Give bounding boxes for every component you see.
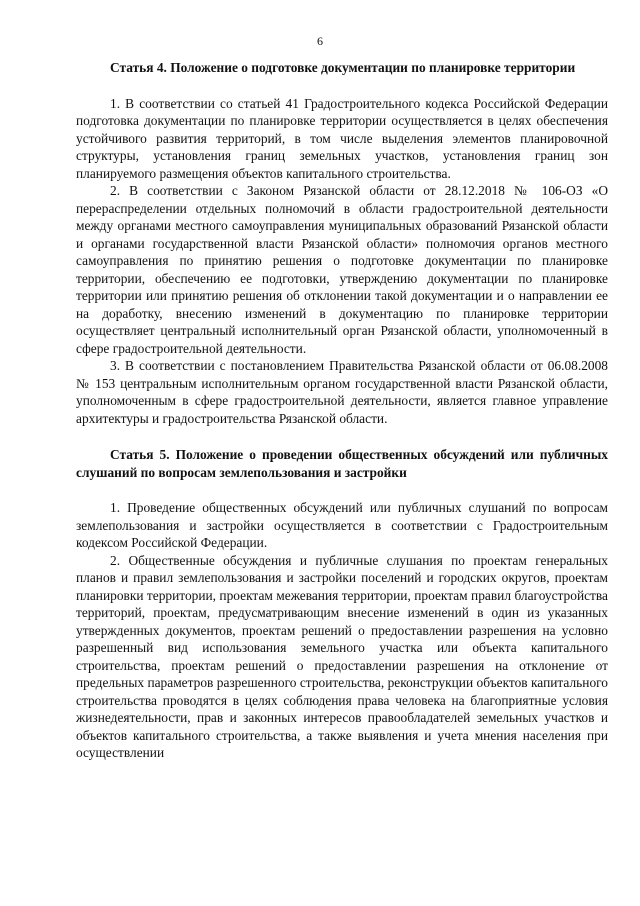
article-4-paragraph-1: 1. В соответствии со статьей 41 Градостроительного кодекса Российской Федерации подготовка документации по планировке территории осуществляется в целях обеспечения устойчивого развития территорий, в том числе выделения элементов планировочной структуры, установления границ земельных участков, установления границ зон планируемого размещения объектов капитального строительства. — [76, 95, 608, 181]
article-5 — [76, 446, 608, 762]
article-5-heading: Статья 5. Положение о проведении общественных обсуждений или публичных слушаний по вопросам землепользования и застройки — [76, 447, 608, 480]
article-4-heading: Статья 4. Положение о подготовке документации по планировке территории — [110, 60, 576, 75]
article-4-paragraph-2: 2. В соответствии с Законом Рязанской области от 28.12.2018 № 106-ОЗ «О перераспределении отдельных полномочий в области градостроительной деятельности между органами местного самоуправления муниципальных образований Рязанской области и органами государственной власти Рязанской области» полномочия органов местного самоуправления по принятию решения о подготовке документации по планировке территории, обеспечению ее подготовки, утверждению документации по планировке территории или принятию решения об отклонении такой документации и о направлении ее на доработку, внесению изменений в документацию по планировке территории осуществляет центральный исполнительный орган Рязанской области, уполномоченный в сфере градостроительной деятельности. — [76, 183, 608, 356]
article-5-paragraph-2: 2. Общественные обсуждения и публичные слушания по проектам генеральных планов и правил землепользования и застройки поселений и городских округов, проектам планировки территории, проектам межевания территории, проектам правил благоустройства территорий, проектам, предусматривающим внесение изменений в один из указанных утвержденных документов, проектам решений о предоставлении разрешения на условно разрешенный вид использования земельного участка или объекта капитального строительства, проектам решений о предоставлении разрешения на отклонение от предельных параметров разрешенного строительства, реконструкции объектов капитального строительства проводятся в целях соблюдения права человека на благоприятные условия жизнедеятельности, прав и законных интересов правообладателей земельных участков и объектов капитального строительства, а также выявления и учета мнения населения при осуществлении — [76, 552, 608, 760]
page-number: 6 — [317, 34, 323, 48]
article-5-paragraph-1: 1. Проведение общественных обсуждений или публичных слушаний по вопросам землепользования и застройки осуществляется в соответствии с Градостроительным кодексом Российской Федерации. — [76, 500, 608, 550]
article-4 — [76, 59, 608, 427]
document-body — [76, 59, 608, 762]
article-4-paragraph-3: 3. В соответствии с постановлением Правительства Рязанской области от 06.08.2008 № 153 центральным исполнительным органом государственной власти Рязанской области, уполномоченным в сфере градостроительной деятельности, является главное управление архитектуры и градостроительства Рязанской области. — [76, 358, 608, 426]
